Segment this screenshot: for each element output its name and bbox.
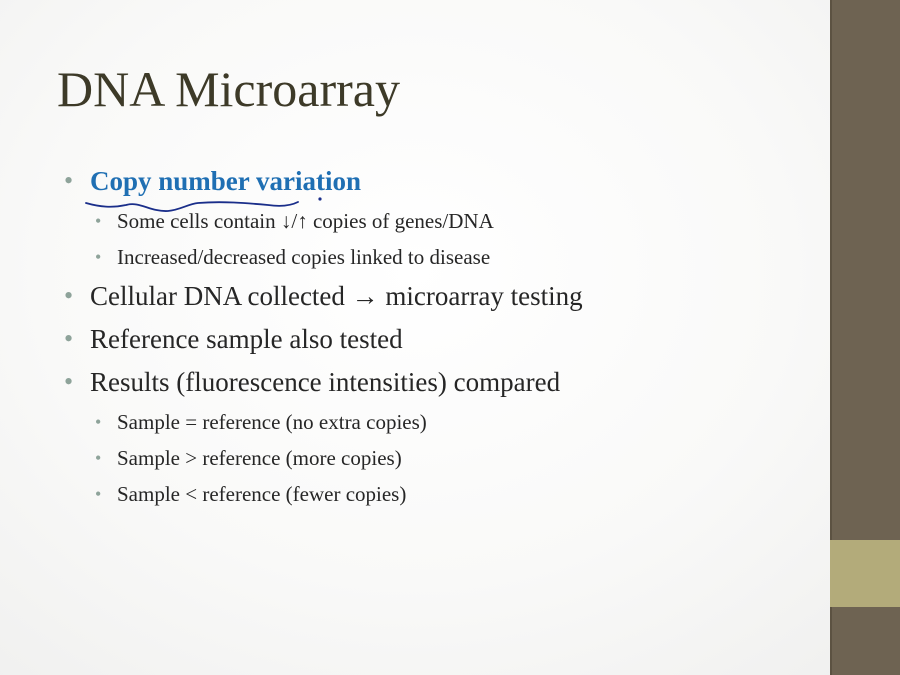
bullet-text-emphasized: Copy number variation xyxy=(90,166,362,196)
sub-bullet xyxy=(64,476,804,512)
bullet-results xyxy=(64,361,804,404)
sub-bullet-text: Increased/decreased copies linked to disease xyxy=(117,245,491,269)
bullet-reference-sample xyxy=(64,318,804,361)
sub-bullet-text: Sample > reference (more copies) xyxy=(117,446,402,470)
bullet-dot-icon: • xyxy=(64,281,74,310)
bullet-dot-icon: • xyxy=(64,367,74,396)
sidebar-band-bottom xyxy=(830,607,900,675)
sub-bullet xyxy=(64,203,804,239)
bullet-text: Cellular DNA collected → microarray testing xyxy=(90,281,583,311)
sub-bullet-text: Sample = reference (no extra copies) xyxy=(117,410,427,434)
bullet-dna-collected xyxy=(64,275,804,318)
sub-bullet-text: Sample < reference (fewer copies) xyxy=(117,482,407,506)
sidebar-band-accent xyxy=(830,540,900,607)
bullet-text: Results (fluorescence intensities) compared xyxy=(90,367,561,397)
sidebar-band-top xyxy=(830,0,900,540)
bullet-list xyxy=(64,160,804,512)
bullet-dot-icon: • xyxy=(95,247,102,267)
bullet-dot-icon: • xyxy=(64,324,74,353)
sub-bullet xyxy=(64,239,804,275)
decorative-sidebar xyxy=(830,0,900,675)
sub-bullet xyxy=(64,440,804,476)
sub-bullet-text: Some cells contain ↓/↑ copies of genes/DNA xyxy=(117,209,494,233)
bullet-dot-icon: • xyxy=(95,448,102,468)
bullet-dot-icon: • xyxy=(95,484,102,504)
slide-title: DNA Microarray xyxy=(57,61,400,117)
sub-bullet xyxy=(64,404,804,440)
bullet-text: Reference sample also tested xyxy=(90,324,403,354)
bullet-dot-icon: • xyxy=(95,412,102,432)
bullet-dot-icon: • xyxy=(64,166,74,195)
bullet-copy-number xyxy=(64,160,804,203)
bullet-dot-icon: • xyxy=(95,211,102,231)
